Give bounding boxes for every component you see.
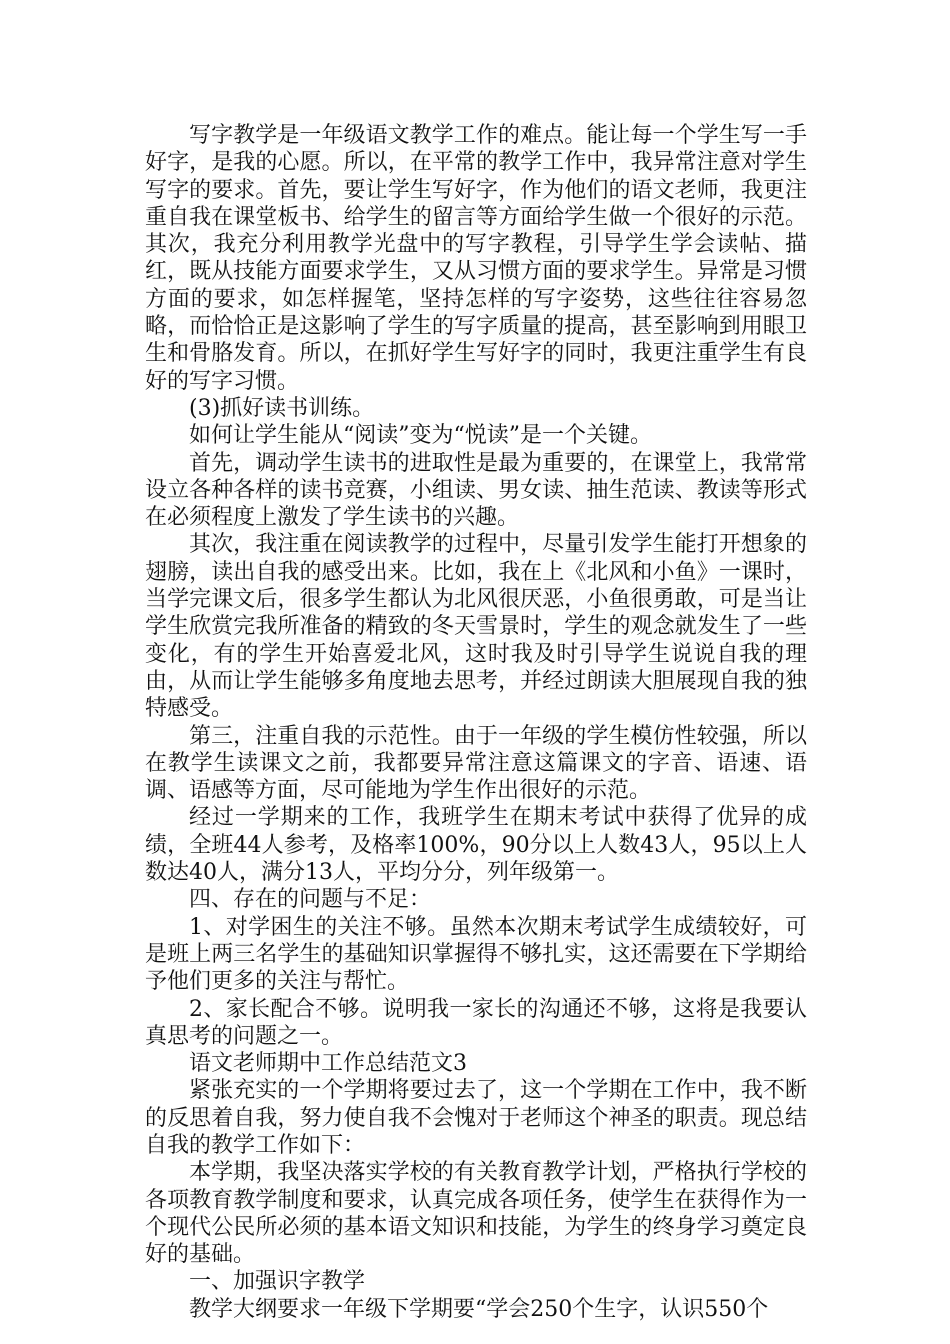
paragraph-semester-intro: 紧张充实的一个学期将要过去了，这一个学期在工作中，我不断的反思着自我，努力使自我不会愧对于老师这个神圣的职责。现总结自我的教学工作如下：: [145, 1078, 807, 1158]
paragraph-literacy-heading: 一、加强识字教学: [189, 1269, 366, 1295]
paragraph-problems-heading: 四、存在的问题与不足：: [189, 887, 432, 913]
paragraph-reading-key: 如何让学生能从“阅读”变为“悦读”是一个关键。: [189, 423, 652, 449]
document-body: [145, 122, 807, 1323]
paragraph-exam-results: 经过一学期来的工作，我班学生在期末考试中获得了优异的成绩，全班44人参考，及格率100%，90分以上人数43人，95以上人数达40人，满分13人，平均分分，列年级第一。: [145, 805, 807, 886]
paragraph-problem-2: 2、家长配合不够。说明我一家长的沟通还不够，这将是我要认真思考的问题之一。: [145, 996, 807, 1049]
paragraph-writing-teaching: 写字教学是一年级语文教学工作的难点。能让每一个学生写一手好字，是我的心愿。所以，在平常的教学工作中，我异常注意对学生写字的要求。首先，要让学生写好字，作为他们的语文老师，我更注重自我在课堂板书、给学生的留言等方面给学生做一个很好的示范。其次，我充分利用教学光盘中的写字教程，引导学生学会读帖、描红，既从技能方面要求学生，又从习惯方面的要求学生。异常是习惯方面的要求，如怎样握笔，坚持怎样的写字姿势，这些往往容易忽略，而恰恰正是这影响了学生的写字质量的提高，甚至影响到用眼卫生和骨胳发育。所以，在抓好学生写好字的同时，我更注重学生有良好的写字习惯。: [145, 123, 807, 394]
paragraph-first-motivation: 首先，调动学生读书的进取性是最为重要的，在课堂上，我常常设立各种各样的读书竞赛，小组读、男女读、抽生范读、教读等形式在必须程度上激发了学生读书的兴趣。: [145, 450, 807, 531]
paragraph-syllabus: 教学大纲要求一年级下学期要“学会250个生字，认识550个: [189, 1296, 769, 1322]
paragraph-section-title-3: 语文老师期中工作总结范文3: [189, 1051, 467, 1077]
paragraph-semester-plan: 本学期，我坚决落实学校的有关教育教学计划，严格执行学校的各项教育教学制度和要求，认真完成各项任务，使学生在获得作为一个现代公民所必须的基本语文知识和技能，为学生的终身学习奠定良好的基础。: [145, 1160, 807, 1268]
paragraph-third-demonstration: 第三，注重自我的示范性。由于一年级的学生模仿性较强，所以在教学生读课文之前，我都要异常注意这篇课文的字音、语速、语调、语感等方面，尽可能地为学生作出很好的示范。: [145, 723, 807, 804]
paragraph-reading-training-heading: (3)抓好读书训练。: [189, 395, 375, 421]
paragraph-problem-1: 1、对学困生的关注不够。虽然本次期末考试学生成绩较好，可是班上两三名学生的基础知识掌握得不够扎实，这还需要在下学期给予他们更多的关注与帮忙。: [145, 914, 807, 995]
paragraph-second-imagination: 其次，我注重在阅读教学的过程中，尽量引发学生能打开想象的翅膀，读出自我的感受出来。比如，我在上《北风和小鱼》一课时，当学完课文后，很多学生都认为北风很厌恶，小鱼很勇敢，可是当让学生欣赏完我所准备的精致的冬天雪景时，学生的观念就发生了一些变化，有的学生开始喜爱北风，这时我及时引导学生说说自我的理由，从而让学生能够多角度地去思考，并经过朗读大胆展现自我的独特感受。: [145, 532, 807, 722]
